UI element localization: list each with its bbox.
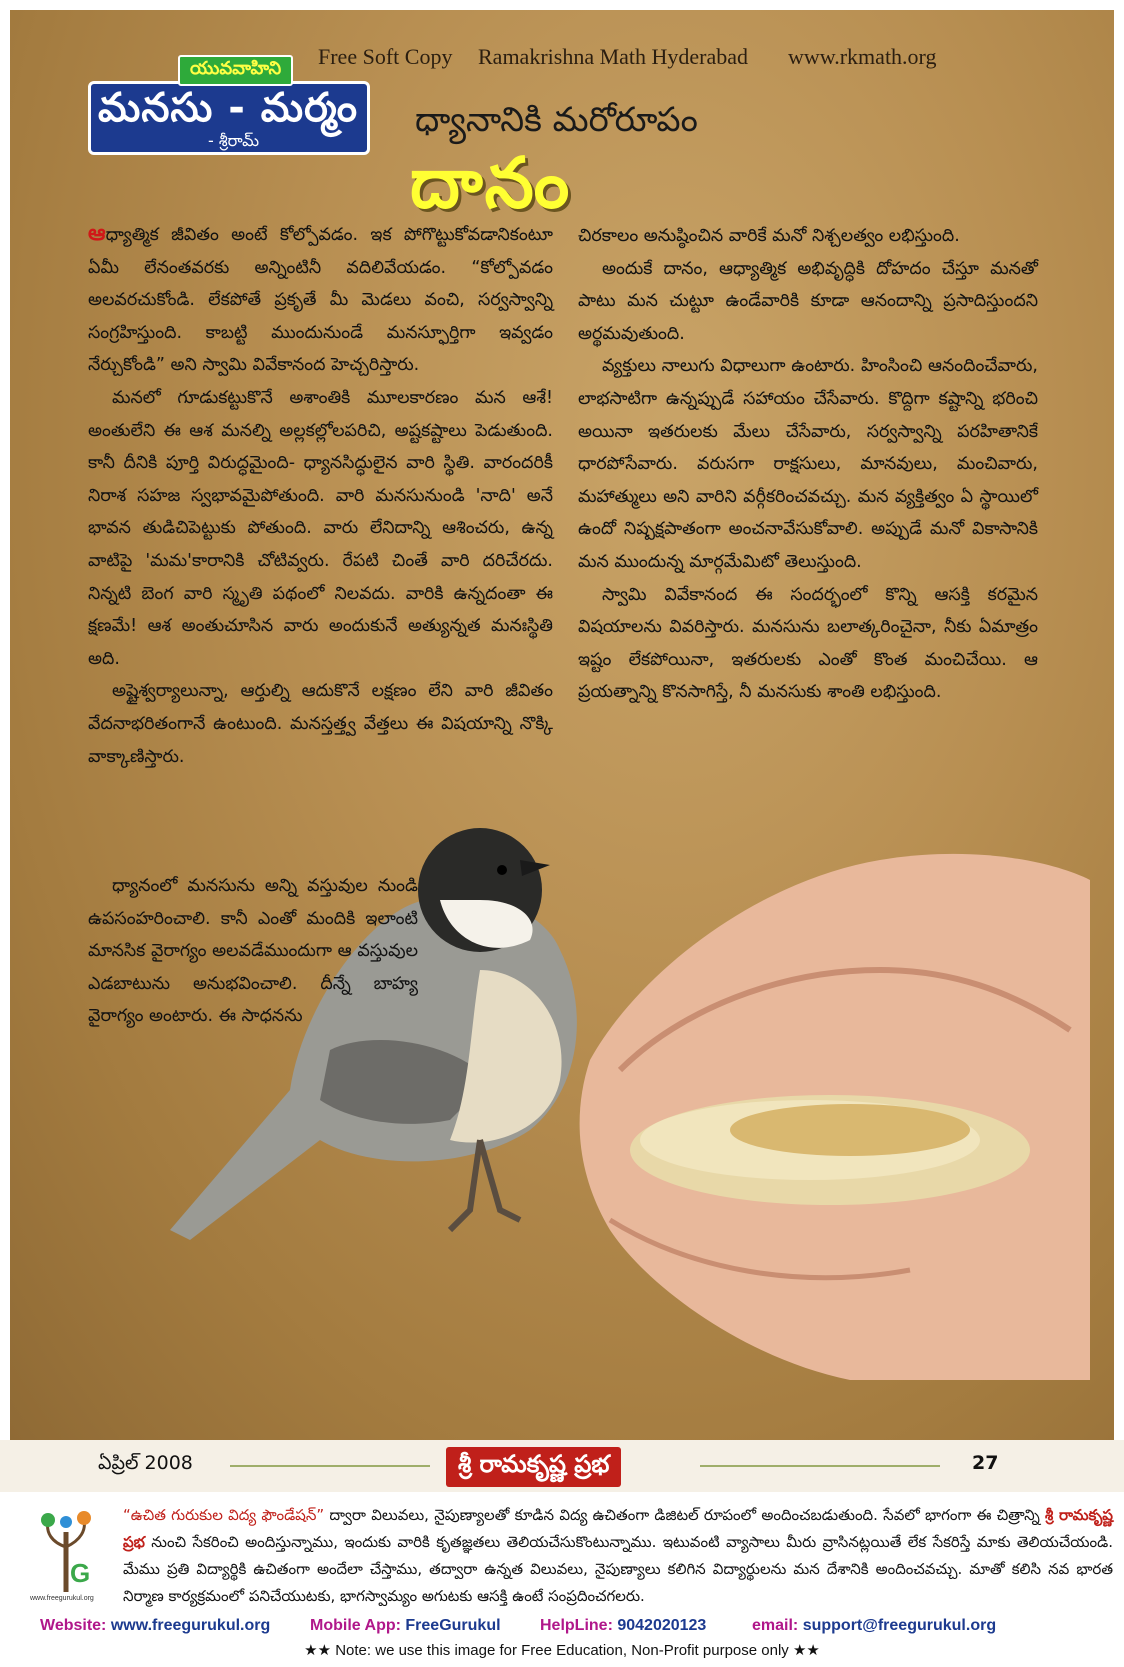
magazine-logo: శ్రీ రామకృష్ణ ప్రభ — [446, 1447, 621, 1487]
left-column — [88, 218, 553, 773]
freegurukul-description: “ఉచిత గురుకుల విద్య ఫౌండేషన్” ద్వారా విలువలు, నైపుణ్యాలతో కూడిన విద్య ఉచితంగా డిజిటల్ రూపంలో అందించబడుతుంది. సేవలో భాగంగా ఈ చిత్రాన్ని శ్రీ రామకృష్ణ ప్రభ నుంచి సేకరించి అందిస్తున్నాము, ఇందుకు వారికి కృతజ్ఞతలు తెలియచేసుకొంటున్నాము. ఇటువంటి వ్యాసాలు మీరు వ్రాసినట్లయితే లేక సేకరిస్తే మాకు తెలియచేయండి. మేము ప్రతి విద్యార్థికి ఉచితంగా అందేలా చేస్తాము, తద్వారా ఉన్నత విలువలు, నైపుణ్యాలు కలిగిన విద్యార్థులను మన దేశానికి అందించవచ్చు. మాతో కలిసి నవ భారత నిర్మాణ కార్యక్రమంలో పనిచేయుటకు, భాగస్వామ్యం అగుటకు ఆసక్తి ఉంటే సంప్రదించగలరు. — [123, 1506, 1113, 1605]
svg-text:www.freegurukul.org: www.freegurukul.org — [30, 1595, 94, 1602]
free-soft-copy-label: Free Soft Copy — [318, 44, 453, 69]
website-link[interactable]: Website: www.freegurukul.org — [40, 1617, 271, 1634]
svg-text:G: G — [70, 1558, 91, 1588]
paragraph: మనలో గూడుకట్టుకొనే అశాంతికి మూలకారణం మన ఆశే! అంతులేని ఈ ఆశ మనల్ని అల్లకల్లోలపరిచి, అష్టకష్టాలు పెడుతుంది. కానీ దీనికి పూర్తి విరుద్ధమైంది- ధ్యానసిద్ధులైన వారి స్థితి. వారందరికీ నిరాశ సహజ స్వభావమైపోతుంది. వారి మనసునుండి 'నాది' అనే భావన తుడిచిపెట్టుకు పోతుంది. వారు లేనిదాన్ని ఆశించరు, ఉన్న వాటిపై 'మమ'కారానికి చోటివ్వరు. రేపటి చింతే వారి దరిచేరదు. నిన్నటి బెంగ వారి స్మృతి పథంలో నిలవదు. వారికి ఉన్నదంతా ఈ క్షణమే! ఆశ అంతుచూసిన వారు అందుకునే అత్యున్నత మనఃస్థితి అది. — [88, 387, 553, 669]
footer-ornament-right — [700, 1465, 940, 1467]
footer-ornament-left — [230, 1465, 430, 1467]
paragraph: ధ్యానంలో మనసును అన్ని వస్తువుల నుండి ఉపసంహరించాలి. కానీ ఎంతో మందికి ఇలాంటి మానసిక వైరాగ్యం అలవడేముందుగా ఆ వస్తువుల ఎడబాటును అనుభవించాలి. దీన్నే బాహ్య వైరాగ్యం అంటారు. ఈ సాధనను — [88, 876, 418, 1027]
narrow-column — [88, 870, 418, 1033]
email-link[interactable]: email: support@freegurukul.org — [752, 1617, 997, 1634]
paragraph: అందుకే దానం, ఆధ్యాత్మిక అభివృద్ధికి దోహదం చేస్తూ మనతో పాటు మన చుట్టూ ఉండేవారికి కూడా ఆనందాన్ని ప్రసాదిస్తుందని అర్థమవుతుంది. — [578, 258, 1038, 344]
foundation-name: “ఉచిత గురుకుల విద్య ఫౌండేషన్” — [123, 1506, 325, 1524]
chickadee-bird-image — [150, 790, 710, 1280]
page-number: 27 — [972, 1452, 999, 1474]
paragraph: అష్టైశ్వర్యాలున్నా, ఆర్తుల్ని ఆదుకొనే లక్షణం లేని వారి జీవితం వేదనాభరితంగానే ఉంటుంది. మనస్తత్త్వ వేత్తలు ఈ విషయాన్ని నొక్కి వాక్కాణిస్తారు. — [88, 681, 553, 767]
paragraph: చిరకాలం అనుష్ఠించిన వారికే మనో నిశ్చలత్వం లభిస్తుంది. — [578, 226, 960, 246]
author-name: - శ్రీరామ్ — [208, 131, 260, 150]
issue-date: ఏప్రిల్ 2008 — [98, 1452, 193, 1474]
usage-note: ★★ Note: we use this image for Free Education, Non-Profit purpose only ★★ — [304, 1642, 820, 1659]
column-badge — [88, 55, 368, 155]
mobile-app-link[interactable]: Mobile App: FreeGurukul — [310, 1617, 501, 1634]
paragraph: ఆధ్యాత్మిక జీవితం అంటే కోల్పోవడం. ఇక పోగొట్టుకోవడానికంటూ ఏమీ లేనంతవరకు అన్నింటినీ వదిలివేయడం. “కోల్పోవడం అలవరచుకోండి. లేకపోతే ప్రకృతే మీ మెడలు వంచి, సర్వస్వాన్ని సంగ్రహిస్తుంది. కాబట్టి ముందునుండే మనస్ఫూర్తిగా ఇవ్వడం నేర్చుకోండి” అని స్వామి వివేకానంద హెచ్చరిస్తారు. — [88, 221, 553, 376]
series-tag: యువవాహిని — [178, 55, 293, 86]
magazine-credit: శ్రీ రామకృష్ణ ప్రభ — [123, 1506, 1113, 1551]
article-subtitle: ధ్యానానికి మరోరూపం — [415, 100, 698, 140]
paragraph: వ్యక్తులు నాలుగు విధాలుగా ఉంటారు. హింసించి ఆనందించేవారు, లాభసాటిగా ఉన్నప్పుడే సహాయం చేసేవారు. కొద్దిగా కష్టాన్ని భరించి అయినా ఇతరులకు మేలు చేసేవారు, సర్వస్వాన్ని పరహితానికే ధారపోసేవారు. వరుసగా రాక్షసులు, మానవులు, మంచివారు, మహాత్ములు అని వారిని వర్గీకరించవచ్చు. మన వ్యక్తిత్వం ఏ స్థాయిలో ఉందో నిష్పక్షపాతంగా అంచనావేసుకోవాలి. అప్పుడే మనో వికాసానికి మన ముందున్న మార్గమేమిటో తెలుస్తుంది. — [578, 356, 1038, 572]
publisher-label: Ramakrishna Math Hyderabad — [478, 44, 749, 69]
helpline-link[interactable]: HelpLine: 9042020123 — [540, 1617, 707, 1634]
website-label: www.rkmath.org — [788, 44, 937, 69]
freegurukul-logo-icon — [26, 1502, 108, 1602]
article-title: దానం — [410, 142, 574, 224]
column-title: మనసు - మర్మం — [98, 85, 358, 131]
right-column — [578, 220, 1038, 709]
drop-cap: ఆ — [88, 221, 106, 246]
paragraph: స్వామి వివేకానంద ఈ సందర్భంలో కొన్ని ఆసక్తి కరమైన విషయాలను వివరిస్తారు. మనసును బలాత్కరించైనా, నీకు ఏమాత్రం ఇష్టం లేకపోయినా, ఇతరులకు ఎంతో కొంత మంచిచేయి. ఆ ప్రయత్నాన్ని కొనసాగిస్తే, నీ మనసుకు శాంతి లభిస్తుంది. — [578, 584, 1038, 703]
